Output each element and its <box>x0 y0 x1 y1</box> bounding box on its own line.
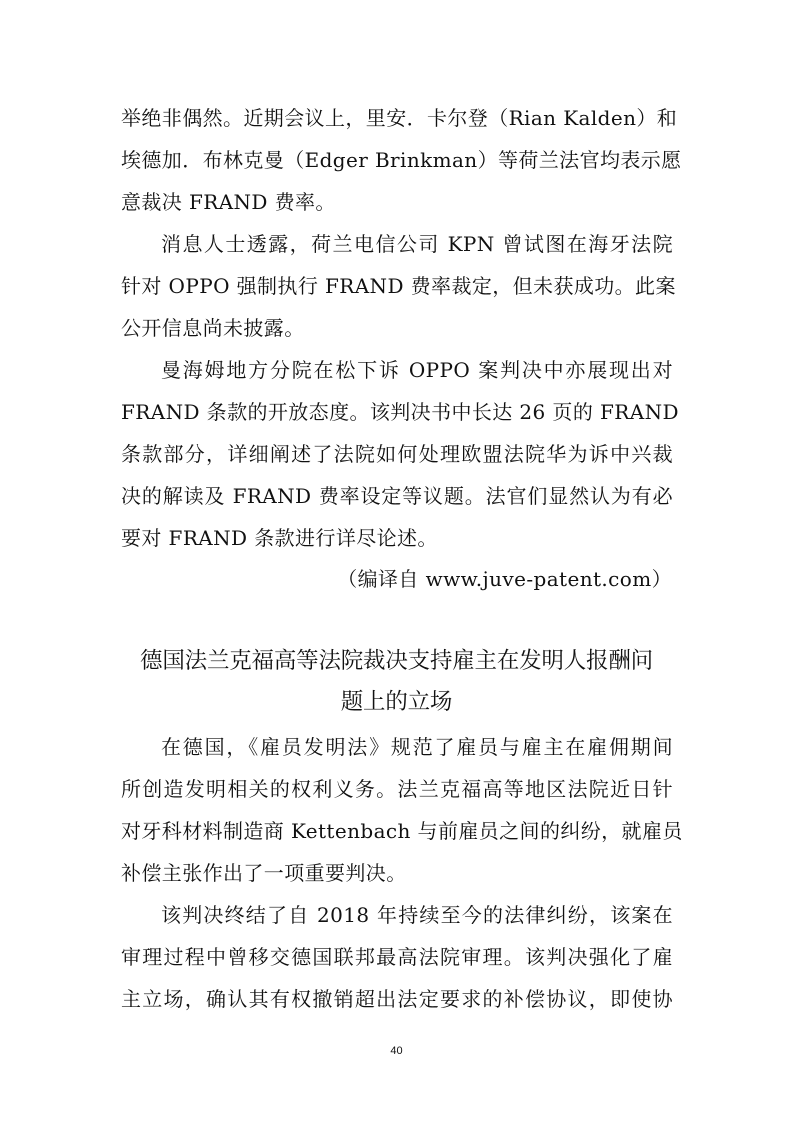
body-text-line: 主立场，确认其有权撤销超出法定要求的补偿协议，即使协 <box>121 987 673 1011</box>
body-text-line: 审理过程中曾移交德国联邦最高法院审理。该判决强化了雇 <box>121 945 673 969</box>
article-title-continued: 题上的立场 <box>340 689 453 715</box>
body-text-line: 决的解读及 FRAND 费率设定等议题。法官们显然认为有必 <box>121 484 673 508</box>
body-text-line: 补偿主张作出了一项重要判决。 <box>121 861 407 885</box>
body-text-line: 所创造发明相关的权利义务。法兰克福高等地区法院近日针 <box>121 777 673 801</box>
body-text-line: 公开信息尚未披露。 <box>121 316 305 340</box>
body-text-line: 意裁决 FRAND 费率。 <box>121 190 336 214</box>
body-text-line: 该判决终结了自 2018 年持续至今的法律纠纷，该案在 <box>161 903 673 927</box>
body-text-line: 条款部分，详细阐述了法院如何处理欧盟法院华为诉中兴裁 <box>121 442 673 466</box>
article-title: 德国法兰克福高等法院裁决支持雇主在发明人报酬问 <box>140 648 653 674</box>
page-number: 40 <box>390 1045 403 1057</box>
body-text-line: 曼海姆地方分院在松下诉 OPPO 案判决中亦展现出对 <box>161 358 673 382</box>
body-text-line: 埃德加．布林克曼（Edger Brinkman）等荷兰法官均表示愿 <box>121 148 682 172</box>
source-note: （编译自 www.juve-patent.com） <box>337 567 672 591</box>
body-text-line: 要对 FRAND 条款进行详尽论述。 <box>121 526 438 550</box>
body-text-line: 在德国，《雇员发明法》规范了雇员与雇主在雇佣期间 <box>161 735 673 759</box>
body-text-line: 对牙科材料制造商 Kettenbach 与前雇员之间的纠纷，就雇员 <box>121 819 683 843</box>
body-text-line: 举绝非偶然。近期会议上，里安．卡尔登（Rian Kalden）和 <box>121 106 678 130</box>
body-text-line: FRAND 条款的开放态度。该判决书中长达 26 页的 FRAND <box>121 400 679 424</box>
body-text-line: 针对 OPPO 强制执行 FRAND 费率裁定，但未获成功。此案 <box>121 274 676 298</box>
body-text-line: 消息人士透露，荷兰电信公司 KPN 曾试图在海牙法院 <box>161 232 673 256</box>
